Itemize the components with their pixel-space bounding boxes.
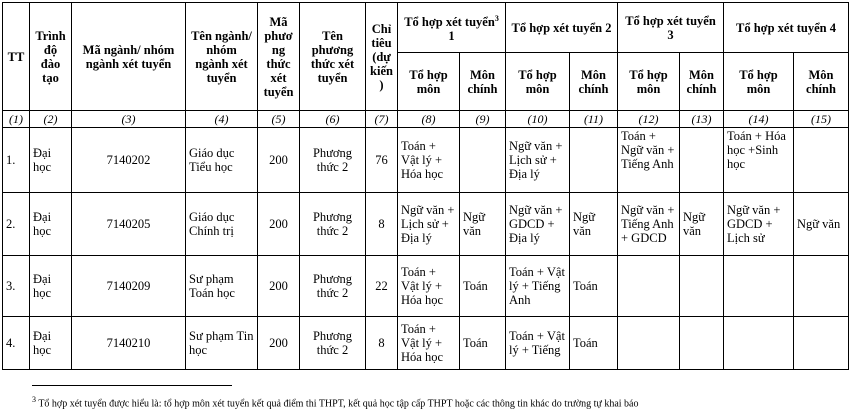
index-cell: (8) — [398, 111, 460, 128]
cell-to-hop-3 — [618, 256, 680, 317]
index-cell: (4) — [186, 111, 258, 128]
header-mon-chinh-4: Môn chính — [794, 53, 849, 111]
header-to-hop-4: Tổ hợp xét tuyển 4 — [724, 3, 849, 53]
footnote-divider — [32, 385, 232, 386]
cell-trinh-do: Đại học — [30, 317, 72, 370]
header-mon-chinh-1: Môn chính — [460, 53, 506, 111]
cell-trinh-do: Đại học — [30, 193, 72, 256]
cell-tt: 4. — [3, 317, 30, 370]
cell-mon-chinh-1: Toán — [460, 317, 506, 370]
header-tt: TT — [3, 3, 30, 111]
cell-mon-chinh-4 — [794, 256, 849, 317]
cell-trinh-do: Đại học — [30, 128, 72, 193]
footnote — [32, 394, 792, 410]
cell-tt: 2. — [3, 193, 30, 256]
cell-to-hop-1: Ngữ văn + Lịch sử + Địa lý — [398, 193, 460, 256]
header-ma-nganh: Mã ngành/ nhóm ngành xét tuyển — [72, 3, 186, 111]
cell-to-hop-4 — [724, 256, 794, 317]
cell-to-hop-1: Toán + Vật lý + Hóa học — [398, 317, 460, 370]
index-cell: (5) — [258, 111, 300, 128]
cell-chi-tieu: 8 — [366, 193, 398, 256]
cell-mon-chinh-1 — [460, 128, 506, 193]
index-row — [3, 111, 849, 128]
index-cell: (12) — [618, 111, 680, 128]
cell-mon-chinh-3: Ngữ văn — [680, 193, 724, 256]
cell-mon-chinh-4 — [794, 128, 849, 193]
header-to-hop-mon-3: Tổ hợp môn — [618, 53, 680, 111]
header-to-hop-1-number: 1 — [448, 29, 455, 44]
index-cell: (6) — [300, 111, 366, 128]
index-cell: (13) — [680, 111, 724, 128]
cell-to-hop-4 — [724, 317, 794, 370]
cell-mon-chinh-2: Ngữ văn — [570, 193, 618, 256]
cell-to-hop-3 — [618, 317, 680, 370]
cell-ten-nganh: Giáo dục Chính trị — [186, 193, 258, 256]
cell-to-hop-2: Toán + Vật lý + Tiếng — [506, 317, 570, 370]
cell-mon-chinh-2: Toán — [570, 317, 618, 370]
header-mon-chinh-2: Môn chính — [570, 53, 618, 111]
cell-trinh-do: Đại học — [30, 256, 72, 317]
index-cell: (9) — [460, 111, 506, 128]
index-cell: (10) — [506, 111, 570, 128]
header-to-hop-mon-4: Tổ hợp môn — [724, 53, 794, 111]
cell-ma-phuong-thuc: 200 — [258, 317, 300, 370]
cell-to-hop-2: Toán + Vật lý + Tiếng Anh — [506, 256, 570, 317]
index-cell: (11) — [570, 111, 618, 128]
header-to-hop-mon-1: Tổ hợp môn — [398, 53, 460, 111]
cell-ten-nganh: Sư phạm Toán học — [186, 256, 258, 317]
footnote-text: Tổ hợp xét tuyển được hiểu là: tổ hợp môn xét tuyển kết quả điểm thi THPT, kết quả học tập cấp THPT hoặc các thông tin khác do trường tự khai báo — [36, 398, 639, 410]
cell-ten-phuong-thuc: Phương thức 2 — [300, 128, 366, 193]
cell-to-hop-2: Ngữ văn + GDCD + Địa lý — [506, 193, 570, 256]
cell-mon-chinh-4 — [794, 317, 849, 370]
cell-to-hop-4: Ngữ văn + GDCD + Lịch sử — [724, 193, 794, 256]
cell-ma-nganh: 7140202 — [72, 128, 186, 193]
cell-ten-phuong-thuc: Phương thức 2 — [300, 193, 366, 256]
table-row — [3, 193, 849, 256]
index-cell: (15) — [794, 111, 849, 128]
cell-ma-phuong-thuc: 200 — [258, 256, 300, 317]
cell-mon-chinh-2: Toán — [570, 256, 618, 317]
cell-ten-phuong-thuc: Phương thức 2 — [300, 317, 366, 370]
cell-ma-nganh: 7140205 — [72, 193, 186, 256]
header-chi-tieu: Chỉ tiêu (dự kiến) — [366, 3, 398, 111]
cell-ten-phuong-thuc: Phương thức 2 — [300, 256, 366, 317]
cell-mon-chinh-2 — [570, 128, 618, 193]
header-to-hop-1-text: Tổ hợp xét tuyển — [404, 15, 495, 30]
header-ma-phuong-thuc: Mã phương thức xét tuyển — [258, 3, 300, 111]
header-to-hop-mon-2: Tổ hợp môn — [506, 53, 570, 111]
cell-chi-tieu: 8 — [366, 317, 398, 370]
cell-mon-chinh-1: Ngữ văn — [460, 193, 506, 256]
cell-mon-chinh-1: Toán — [460, 256, 506, 317]
cell-mon-chinh-3 — [680, 128, 724, 193]
footnote-ref: 3 — [494, 13, 499, 23]
header-to-hop-1 — [398, 3, 506, 53]
cell-ten-nganh: Giáo dục Tiểu học — [186, 128, 258, 193]
index-cell: (7) — [366, 111, 398, 128]
header-ten-phuong-thuc: Tên phương thức xét tuyển — [300, 3, 366, 111]
cell-to-hop-3: Ngữ văn + Tiếng Anh + GDCD — [618, 193, 680, 256]
index-cell: (2) — [30, 111, 72, 128]
cell-to-hop-1: Toán + Vật lý + Hóa học — [398, 256, 460, 317]
index-cell: (14) — [724, 111, 794, 128]
cell-mon-chinh-4: Ngữ văn — [794, 193, 849, 256]
cell-ma-phuong-thuc: 200 — [258, 193, 300, 256]
cell-ten-nganh: Sư phạm Tin học — [186, 317, 258, 370]
table-row — [3, 317, 849, 370]
header-trinh-do: Trình độ đào tạo — [30, 3, 72, 111]
cell-ma-phuong-thuc: 200 — [258, 128, 300, 193]
index-cell: (1) — [3, 111, 30, 128]
cell-tt: 1. — [3, 128, 30, 193]
footnote-mark: 3 — [32, 395, 36, 404]
table-row — [3, 256, 849, 317]
cell-to-hop-2: Ngữ văn + Lịch sử + Địa lý — [506, 128, 570, 193]
cell-ma-nganh: 7140210 — [72, 317, 186, 370]
cell-to-hop-1: Toán + Vật lý + Hóa học — [398, 128, 460, 193]
cell-to-hop-4: Toán + Hóa học +Sinh học — [724, 128, 794, 193]
cell-to-hop-3: Toán + Ngữ văn + Tiếng Anh — [618, 128, 680, 193]
cell-chi-tieu: 22 — [366, 256, 398, 317]
header-ten-nganh: Tên ngành/ nhóm ngành xét tuyển — [186, 3, 258, 111]
index-cell: (3) — [72, 111, 186, 128]
cell-mon-chinh-3 — [680, 256, 724, 317]
header-to-hop-3: Tổ hợp xét tuyển 3 — [618, 3, 724, 53]
cell-mon-chinh-3 — [680, 317, 724, 370]
admission-table — [2, 2, 849, 370]
header-to-hop-2: Tổ hợp xét tuyển 2 — [506, 3, 618, 53]
cell-tt: 3. — [3, 256, 30, 317]
cell-ma-nganh: 7140209 — [72, 256, 186, 317]
cell-chi-tieu: 76 — [366, 128, 398, 193]
table-row — [3, 128, 849, 193]
header-mon-chinh-3: Môn chính — [680, 53, 724, 111]
